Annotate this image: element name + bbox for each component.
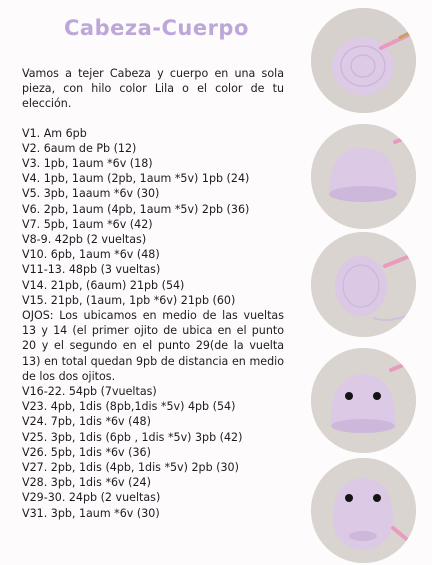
round-line: V4. 1pb, 1aum (2pb, 1aum *5v) 1pb (24) — [22, 172, 250, 186]
round-line: V31. 3pb, 1aum *6v (30) — [22, 506, 160, 520]
photo-head-in-progress — [311, 232, 416, 337]
round-line: V1. Am 6pb — [22, 126, 87, 140]
round-line: V25. 3pb, 1dis (6pb , 1dis *5v) 3pb (42) — [22, 430, 243, 444]
round-line: V27. 2pb, 1dis (4pb, 1dis *5v) 2pb (30) — [22, 461, 239, 475]
round-line: V5. 3pb, 1aaum *6v (30) — [22, 187, 160, 201]
rounds-list-b — [22, 384, 284, 521]
photo-head-closing — [311, 458, 416, 563]
round-line: V29-30. 24pb (2 vueltas) — [22, 491, 161, 505]
round-line: V24. 7pb, 1dis *6v (48) — [22, 415, 151, 429]
round-line: V8-9. 42pb (2 vueltas) — [22, 233, 147, 247]
round-line: V6. 2pb, 1aum (4pb, 1aum *5v) 2pb (36) — [22, 202, 250, 216]
photo-flat-disc — [311, 8, 416, 113]
round-line: V15. 21pb, (1aum, 1pb *6v) 21pb (60) — [22, 293, 236, 307]
round-line: V11-13. 48pb (3 vueltas) — [22, 263, 161, 277]
page-title: Cabeza-Cuerpo — [64, 16, 249, 40]
round-line: V28. 3pb, 1dis *6v (24) — [22, 476, 151, 490]
rounds-list-a — [22, 126, 284, 308]
round-line: V10. 6pb, 1aum *6v (48) — [22, 248, 160, 262]
round-line: V26. 5pb, 1dis *6v (36) — [22, 445, 151, 459]
photo-dome — [311, 124, 416, 229]
pattern-text — [22, 66, 284, 521]
round-line: V16-22. 54pb (7vueltas) — [22, 385, 157, 399]
round-line: V7. 5pb, 1aum *6v (42) — [22, 217, 153, 231]
round-line: V2. 6aum de Pb (12) — [22, 141, 137, 155]
eyes-note: OJOS: Los ubicamos en medio de las vueltas 13 y 14 (el primer ojito de ubica en el punto 20 y el segundo en el punto 29(de la vuelta 13) en total quedan 9pb de distancia en medio de los dos ojitos. — [22, 309, 284, 383]
round-line: V23. 4pb, 1dis (8pb,1dis *5v) 4pb (54) — [22, 400, 236, 414]
round-line: V14. 21pb, (6aum) 21pb (54) — [22, 278, 185, 292]
round-line: V3. 1pb, 1aum *6v (18) — [22, 157, 153, 171]
photo-head-with-eyes — [311, 348, 416, 453]
intro-paragraph: Vamos a tejer Cabeza y cuerpo en una sola pieza, con hilo color Lila o el color de tu elección. — [22, 67, 284, 111]
